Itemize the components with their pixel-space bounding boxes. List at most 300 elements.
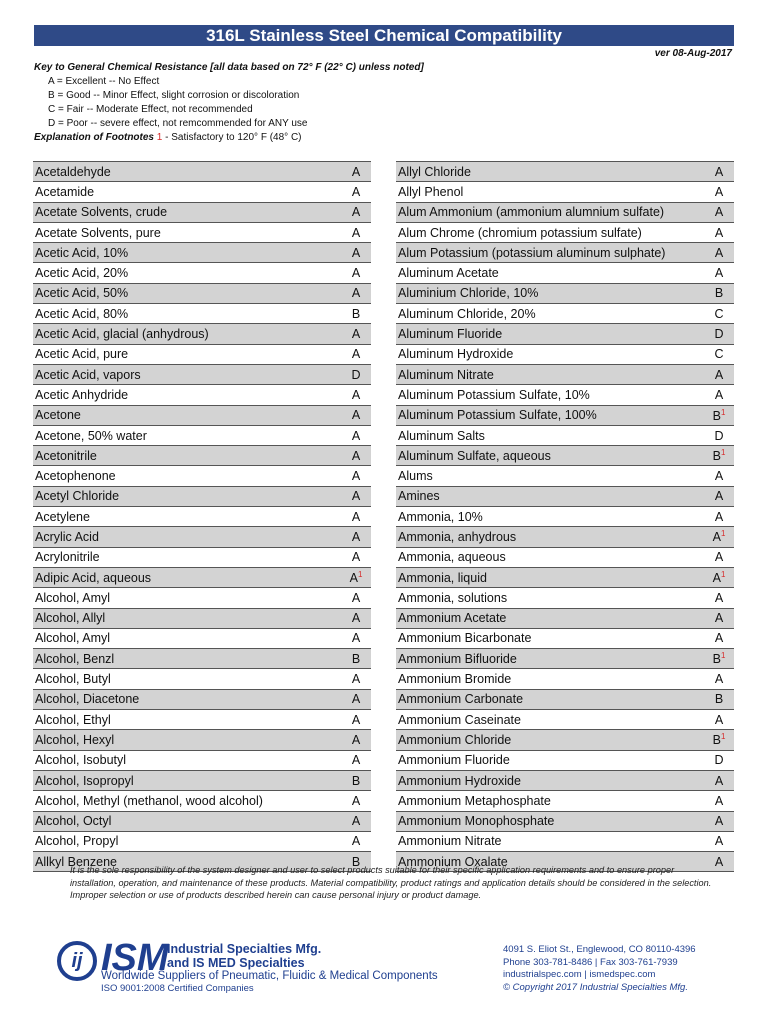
table-row: [33, 629, 371, 649]
resistance-grade: [704, 266, 734, 280]
grade-letter: D: [714, 428, 724, 443]
grade-letter: A: [351, 753, 361, 768]
chemical-name: Acetone: [35, 408, 81, 423]
footnote-title: Explanation of Footnotes: [34, 132, 154, 143]
company-logo: [57, 937, 497, 997]
grade-letter: A: [351, 834, 361, 849]
table-row: [396, 771, 734, 791]
resistance-grade: [704, 408, 734, 423]
grade-letter: A: [714, 489, 724, 504]
grade-letter: A: [351, 793, 361, 808]
chemical-name: Ammonium Fluoride: [398, 753, 510, 768]
grade-letter: D: [351, 367, 361, 382]
chemical-name: Ammonia, solutions: [398, 590, 508, 605]
resistance-grade: [704, 510, 734, 524]
resistance-grade: [704, 611, 734, 625]
table-row: [33, 284, 371, 304]
resistance-grade: [704, 307, 734, 321]
chemical-name: Acrylic Acid: [35, 529, 99, 544]
resistance-grade: [704, 570, 734, 585]
resistance-grade: [341, 611, 371, 625]
chemical-name: Acetate Solvents, crude: [35, 205, 168, 220]
grade-letter: B: [351, 651, 361, 666]
resistance-grade: [704, 165, 734, 179]
table-row: [396, 243, 734, 263]
chemical-name: Acetate Solvents, pure: [35, 225, 161, 240]
grade-letter: A: [351, 245, 361, 260]
grade-letter: A: [351, 611, 361, 626]
table-row: [396, 669, 734, 689]
chemical-name: Aluminium Chloride, 10%: [398, 286, 539, 301]
grade-letter: A: [351, 550, 361, 565]
table-row: [396, 406, 734, 426]
grade-letter: A: [712, 571, 721, 586]
chemical-name: Alcohol, Octyl: [35, 814, 112, 829]
resistance-grade: [341, 165, 371, 179]
resistance-grade: [341, 205, 371, 219]
chemical-name: Ammonia, anhydrous: [398, 529, 517, 544]
chemical-name: Acetic Acid, 50%: [35, 286, 129, 301]
grade-letter: B: [712, 408, 721, 423]
grade-letter: A: [351, 327, 361, 342]
grade-letter: B: [714, 692, 724, 707]
resistance-grade: [704, 388, 734, 402]
table-row: [396, 629, 734, 649]
resistance-grade: [704, 672, 734, 686]
chemical-name: Ammonia, aqueous: [398, 550, 506, 565]
resistance-grade: [341, 733, 371, 747]
grade-letter: A: [351, 509, 361, 524]
resistance-grade: [341, 530, 371, 544]
chemical-name: Aluminum Sulfate, aqueous: [398, 448, 551, 463]
grade-letter: A: [351, 347, 361, 362]
resistance-grade: [704, 489, 734, 503]
grade-letter: A: [714, 245, 724, 260]
grade-letter: A: [351, 225, 361, 240]
resistance-grade: [341, 814, 371, 828]
key-title: Key to General Chemical Resistance [all data based on 72° F (22° C) unless noted]: [34, 62, 424, 73]
grade-letter: B: [712, 733, 721, 748]
resistance-grade: [704, 246, 734, 260]
resistance-grade: [704, 226, 734, 240]
chemical-name: Alcohol, Ethyl: [35, 712, 111, 727]
grade-letter: A: [712, 530, 721, 545]
grade-letter: A: [351, 814, 361, 829]
version-label: ver 08-Aug-2017: [654, 48, 732, 59]
chemical-name: Alum Ammonium (ammonium alumnium sulfate): [398, 205, 665, 220]
chemical-name: Aluminum Salts: [398, 428, 485, 443]
grade-letter: A: [714, 631, 724, 646]
resistance-grade: [704, 774, 734, 788]
table-row: [33, 690, 371, 710]
table-row: [33, 385, 371, 405]
table-row: [33, 304, 371, 324]
chemical-name: Ammonium Hydroxide: [398, 773, 521, 788]
chemical-name: Ammonia, liquid: [398, 570, 487, 585]
resistance-grade: [341, 753, 371, 767]
page-title: 316L Stainless Steel Chemical Compatibility: [34, 25, 734, 46]
footnote-marker: 1: [357, 570, 363, 580]
resistance-grade: [341, 570, 371, 585]
table-row: [396, 710, 734, 730]
table-row: [33, 406, 371, 426]
resistance-grade: [341, 368, 371, 382]
table-row: [33, 751, 371, 771]
resistance-grade: [704, 327, 734, 341]
chemical-name: Ammonium Acetate: [398, 611, 507, 626]
table-row: [33, 182, 371, 202]
chemical-name: Ammonium Bifluoride: [398, 651, 517, 666]
table-row: [396, 263, 734, 283]
table-row: [396, 426, 734, 446]
table-row: [33, 609, 371, 629]
chemical-name: Allyl Phenol: [398, 184, 464, 199]
table-row: [396, 751, 734, 771]
grade-letter: A: [714, 773, 724, 788]
table-row: [33, 507, 371, 527]
resistance-grade: [341, 510, 371, 524]
chemical-name: Acetamide: [35, 184, 95, 199]
address: 4091 S. Eliot St., Englewood, CO 80110-4396: [503, 944, 696, 955]
table-row: [33, 345, 371, 365]
grade-letter: A: [714, 225, 724, 240]
table-row: [396, 182, 734, 202]
table-row: [396, 304, 734, 324]
resistance-grade: [341, 449, 371, 463]
table-row: [396, 507, 734, 527]
chemical-name: Acetylene: [35, 509, 90, 524]
grade-letter: A: [351, 205, 361, 220]
chemical-name: Alcohol, Amyl: [35, 590, 111, 605]
chemical-name: Alum Chrome (chromium potassium sulfate): [398, 225, 642, 240]
resistance-grade: [704, 713, 734, 727]
resistance-grade: [704, 814, 734, 828]
chemical-name: Acetyl Chloride: [35, 489, 120, 504]
table-row: [396, 365, 734, 385]
chemical-name: Aluminum Potassium Sulfate, 10%: [398, 387, 590, 402]
chemical-name: Ammonium Oxalate: [398, 854, 508, 869]
resistance-grade: [341, 388, 371, 402]
resistance-grade: [341, 550, 371, 564]
resistance-grade: [341, 226, 371, 240]
grade-letter: A: [351, 489, 361, 504]
compatibility-table-left: [33, 161, 371, 872]
chemical-name: Ammonium Chloride: [398, 732, 512, 747]
resistance-grade: [704, 651, 734, 666]
grade-letter: A: [351, 672, 361, 687]
grade-letter: A: [351, 448, 361, 463]
chemical-name: Ammonium Metaphosphate: [398, 793, 551, 808]
resistance-grade: [704, 753, 734, 767]
table-row: [396, 162, 734, 182]
resistance-grade: [341, 591, 371, 605]
grade-letter: A: [714, 184, 724, 199]
table-row: [396, 832, 734, 852]
chemical-name: Aluminum Chloride, 20%: [398, 306, 536, 321]
chemical-name: Aluminum Acetate: [398, 266, 499, 281]
grade-letter: A: [351, 408, 361, 423]
table-row: [33, 203, 371, 223]
resistance-grade: [341, 489, 371, 503]
table-row: [396, 487, 734, 507]
chemical-name: Acetic Acid, vapors: [35, 367, 141, 382]
resistance-grade: [341, 652, 371, 666]
resistance-grade: [341, 185, 371, 199]
table-row: [33, 223, 371, 243]
footnote-explanation: [34, 131, 424, 145]
resistance-grade: [341, 672, 371, 686]
resistance-grade: [341, 286, 371, 300]
resistance-grade: [341, 347, 371, 361]
key-grade-d: D = Poor -- severe effect, not remcommended for ANY use: [48, 118, 308, 129]
table-row: [396, 588, 734, 608]
chemical-name: Ammonium Nitrate: [398, 834, 502, 849]
chemical-name: Alum Potassium (potassium aluminum sulphate): [398, 245, 666, 260]
footnote-marker: 1: [720, 570, 726, 580]
grade-letter: A: [714, 814, 724, 829]
disclaimer: It is the sole responsibility of the system designer and user to select products suitable for their specific application requirements and to ensure proper installation, operation, and maintenance of these products. Material compatibility, product ratings and application details should be considered in the selection. Improper selection or use of products described herein can cause personal injury or product damage.: [70, 865, 712, 900]
grade-letter: A: [349, 571, 358, 586]
resistance-grade: [704, 794, 734, 808]
grade-letter: B: [351, 854, 361, 869]
resistance-grade: [704, 591, 734, 605]
company-line-1: Industrial Specialties Mfg.: [167, 942, 322, 956]
table-row: [396, 345, 734, 365]
footnote-text: - Satisfactory to 120° F (48° C): [162, 132, 302, 143]
grade-letter: A: [714, 834, 724, 849]
grade-letter: A: [714, 611, 724, 626]
chemical-name: Acetic Acid, 20%: [35, 266, 129, 281]
company-name: [167, 942, 321, 970]
chemical-name: Acetaldehyde: [35, 164, 111, 179]
resistance-grade: [704, 347, 734, 361]
chemical-name: Aluminum Nitrate: [398, 367, 494, 382]
compatibility-table-right: [396, 161, 734, 872]
key-grade-a: A = Excellent -- No Effect: [48, 76, 160, 87]
table-row: [33, 832, 371, 852]
footnote-marker: 1: [720, 448, 726, 458]
chemical-name: Alcohol, Methyl (methanol, wood alcohol): [35, 793, 263, 808]
chemical-name: Aluminum Hydroxide: [398, 347, 514, 362]
chemical-name: Alcohol, Isobutyl: [35, 753, 127, 768]
grade-letter: A: [714, 854, 724, 869]
resistance-grade: [341, 774, 371, 788]
resistance-grade: [704, 448, 734, 463]
grade-letter: A: [351, 732, 361, 747]
grade-letter: A: [714, 387, 724, 402]
chemical-name: Ammonium Monophosphate: [398, 814, 555, 829]
resistance-grade: [341, 246, 371, 260]
grade-letter: A: [351, 164, 361, 179]
table-row: [33, 649, 371, 669]
grade-letter: A: [714, 672, 724, 687]
chemical-name: Acetophenone: [35, 469, 116, 484]
grade-letter: A: [714, 469, 724, 484]
chemical-name: Ammonia, 10%: [398, 509, 483, 524]
table-row: [396, 466, 734, 486]
chemical-name: Aluminum Fluoride: [398, 327, 503, 342]
resistance-grade: [704, 368, 734, 382]
chemical-name: Alcohol, Amyl: [35, 631, 111, 646]
table-row: [33, 568, 371, 588]
key-grade-b: B = Good -- Minor Effect, slight corrosion or discoloration: [48, 90, 300, 101]
chemical-name: Acetic Anhydride: [35, 387, 129, 402]
table-row: [33, 324, 371, 344]
grade-letter: A: [714, 164, 724, 179]
table-row: [33, 771, 371, 791]
table-row: [396, 385, 734, 405]
chemical-name: Ammonium Caseinate: [398, 712, 521, 727]
table-row: [33, 710, 371, 730]
table-row: [396, 284, 734, 304]
grade-letter: B: [714, 286, 724, 301]
resistance-grade: [341, 307, 371, 321]
resistance-grade: [341, 327, 371, 341]
footnote-marker: 1: [720, 407, 726, 417]
table-row: [33, 669, 371, 689]
grade-letter: A: [714, 590, 724, 605]
table-row: [396, 223, 734, 243]
table-row: [396, 548, 734, 568]
chemical-name: Amines: [398, 489, 440, 504]
table-row: [396, 649, 734, 669]
resistance-grade: [704, 550, 734, 564]
grade-letter: C: [714, 306, 724, 321]
table-row: [33, 466, 371, 486]
resistance-grade: [341, 429, 371, 443]
resistance-grade: [704, 429, 734, 443]
chemical-name: Acetic Acid, pure: [35, 347, 129, 362]
resistance-grade: [704, 286, 734, 300]
table-row: [396, 568, 734, 588]
grade-letter: A: [351, 387, 361, 402]
grade-letter: B: [712, 652, 721, 667]
footnote-marker: 1: [720, 732, 726, 742]
table-row: [33, 426, 371, 446]
chemical-name: Acetic Acid, glacial (anhydrous): [35, 327, 209, 342]
table-row: [33, 812, 371, 832]
table-row: [33, 588, 371, 608]
chemical-name: Allyl Chloride: [398, 164, 471, 179]
grade-letter: A: [714, 550, 724, 565]
chemical-name: Ammonium Bromide: [398, 672, 512, 687]
grade-letter: A: [351, 286, 361, 301]
table-row: [396, 203, 734, 223]
chemical-name: Alcohol, Benzl: [35, 651, 115, 666]
table-row: [33, 243, 371, 263]
phone-fax: Phone 303-781-8486 | Fax 303-761-7939: [503, 956, 678, 968]
chemical-name: Alcohol, Butyl: [35, 672, 111, 687]
resistance-grade: [704, 469, 734, 483]
chemical-name: Acetonitrile: [35, 448, 97, 463]
table-row: [33, 791, 371, 811]
table-row: [33, 527, 371, 547]
resistance-grade: [341, 794, 371, 808]
resistance-grade: [341, 631, 371, 645]
resistance-grade: [704, 692, 734, 706]
grade-letter: A: [714, 712, 724, 727]
grade-letter: A: [351, 529, 361, 544]
grade-letter: D: [714, 753, 724, 768]
resistance-grade: [704, 834, 734, 848]
table-row: [396, 527, 734, 547]
chemical-name: Alums: [398, 469, 433, 484]
table-row: [396, 609, 734, 629]
resistance-grade: [704, 631, 734, 645]
resistance-grade: [341, 408, 371, 422]
table-row: [33, 365, 371, 385]
table-row: [33, 446, 371, 466]
resistance-grade: [341, 266, 371, 280]
grade-letter: A: [714, 509, 724, 524]
footnote-marker: 1: [720, 529, 726, 539]
resistance-grade: [704, 185, 734, 199]
grade-letter: A: [714, 367, 724, 382]
grade-letter: B: [712, 449, 721, 464]
chemical-name: Alcohol, Diacetone: [35, 692, 140, 707]
chemical-name: Alcohol, Allyl: [35, 611, 106, 626]
chemical-name: Acrylonitrile: [35, 550, 100, 565]
grade-letter: A: [351, 712, 361, 727]
iso-certification: ISO 9001:2008 Certified Companies: [101, 983, 254, 994]
grade-letter: A: [351, 692, 361, 707]
websites[interactable]: industrialspec.com | ismedspec.com: [503, 969, 656, 980]
company-line-2: and IS MED Specialties: [167, 956, 305, 970]
resistance-key: [34, 61, 424, 145]
table-row: [33, 162, 371, 182]
chemical-name: Alcohol, Hexyl: [35, 732, 115, 747]
grade-letter: A: [351, 266, 361, 281]
footnote-number: 1: [156, 132, 163, 143]
grade-letter: A: [351, 469, 361, 484]
chemical-name: Acetic Acid, 80%: [35, 306, 129, 321]
resistance-grade: [341, 834, 371, 848]
table-row: [396, 446, 734, 466]
chemical-name: Alcohol, Propyl: [35, 834, 119, 849]
chemical-name: Acetic Acid, 10%: [35, 245, 129, 260]
resistance-grade: [704, 529, 734, 544]
table-row: [396, 812, 734, 832]
resistance-grade: [341, 713, 371, 727]
grade-letter: D: [714, 327, 724, 342]
grade-letter: A: [351, 428, 361, 443]
table-row: [33, 548, 371, 568]
chemical-name: Allkyl Benzene: [35, 854, 117, 869]
resistance-grade: [341, 469, 371, 483]
chemical-name: Acetone, 50% water: [35, 428, 147, 443]
grade-letter: B: [351, 306, 361, 321]
grade-letter: A: [351, 631, 361, 646]
logo-ism-text: ISM: [101, 937, 169, 979]
grade-letter: C: [714, 347, 724, 362]
key-grade-c: C = Fair -- Moderate Effect, not recommended: [48, 104, 253, 115]
resistance-grade: [341, 692, 371, 706]
copyright: © Copyright 2017 Industrial Specialties Mfg.: [503, 981, 688, 993]
grade-letter: A: [351, 184, 361, 199]
grade-letter: A: [714, 266, 724, 281]
grade-letter: A: [351, 590, 361, 605]
table-row: [33, 263, 371, 283]
table-row: [33, 487, 371, 507]
table-row: [396, 730, 734, 750]
table-row: [396, 324, 734, 344]
contact-info: [503, 944, 733, 994]
grade-letter: A: [714, 205, 724, 220]
chemical-name: Adipic Acid, aqueous: [35, 570, 152, 585]
logo-mark-icon: ij: [57, 941, 97, 981]
table-row: [396, 690, 734, 710]
resistance-grade: [704, 732, 734, 747]
